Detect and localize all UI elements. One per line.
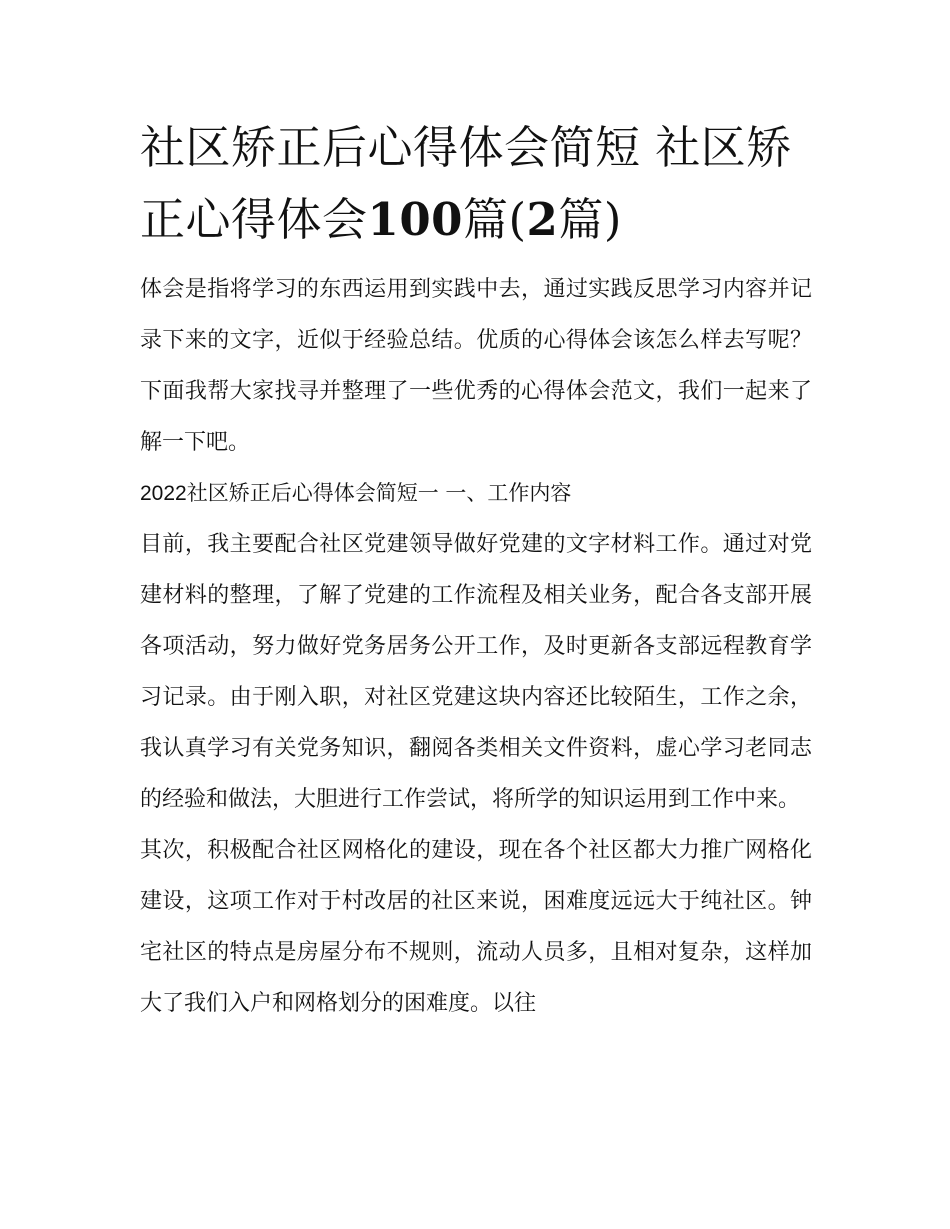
- document-body: [140, 112, 812, 1029]
- document-title: [140, 112, 812, 256]
- body-paragraph-2: 其次，积极配合社区网格化的建设，现在各个社区都大力推广网格化建设，这项工作对于村改居的社区来说，困难度远远大于纯社区。钟宅社区的特点是房屋分布不规则，流动人员多，且相对复杂，这样加大了我们入户和网格划分的困难度。以往: [140, 838, 812, 1016]
- title-text-2: 篇(: [462, 193, 527, 246]
- intro-paragraph: 体会是指将学习的东西运用到实践中去，通过实践反思学习内容并记录下来的文字，近似于经验总结。优质的心得体会该怎么样去写呢？下面我帮大家找寻并整理了一些优秀的心得体会范文，我们一起来了解一下吧。: [140, 277, 812, 455]
- title-number: 100: [367, 193, 463, 246]
- section-heading-text: 社区矫正后心得体会简短一 一、工作内容: [186, 481, 572, 505]
- title-text-3: 篇): [558, 193, 622, 246]
- title-text-1: 社区矫正后心得体会简短 社区矫正心得体会: [140, 121, 792, 246]
- title-number-2: 2: [526, 193, 559, 246]
- section-heading: [140, 468, 812, 519]
- section-year: 2022: [140, 482, 187, 505]
- body-paragraph-1: 目前，我主要配合社区党建领导做好党建的文字材料工作。通过对党建材料的整理，了解了党建的工作流程及相关业务，配合各支部开展各项活动，努力做好党务居务公开工作，及时更新各支部远程教育学习记录。由于刚入职，对社区党建这块内容还比较陌生，工作之余，我认真学习有关党务知识，翻阅各类相关文件资料，虚心学习老同志的经验和做法，大胆进行工作尝试，将所学的知识运用到工作中来。: [140, 532, 812, 812]
